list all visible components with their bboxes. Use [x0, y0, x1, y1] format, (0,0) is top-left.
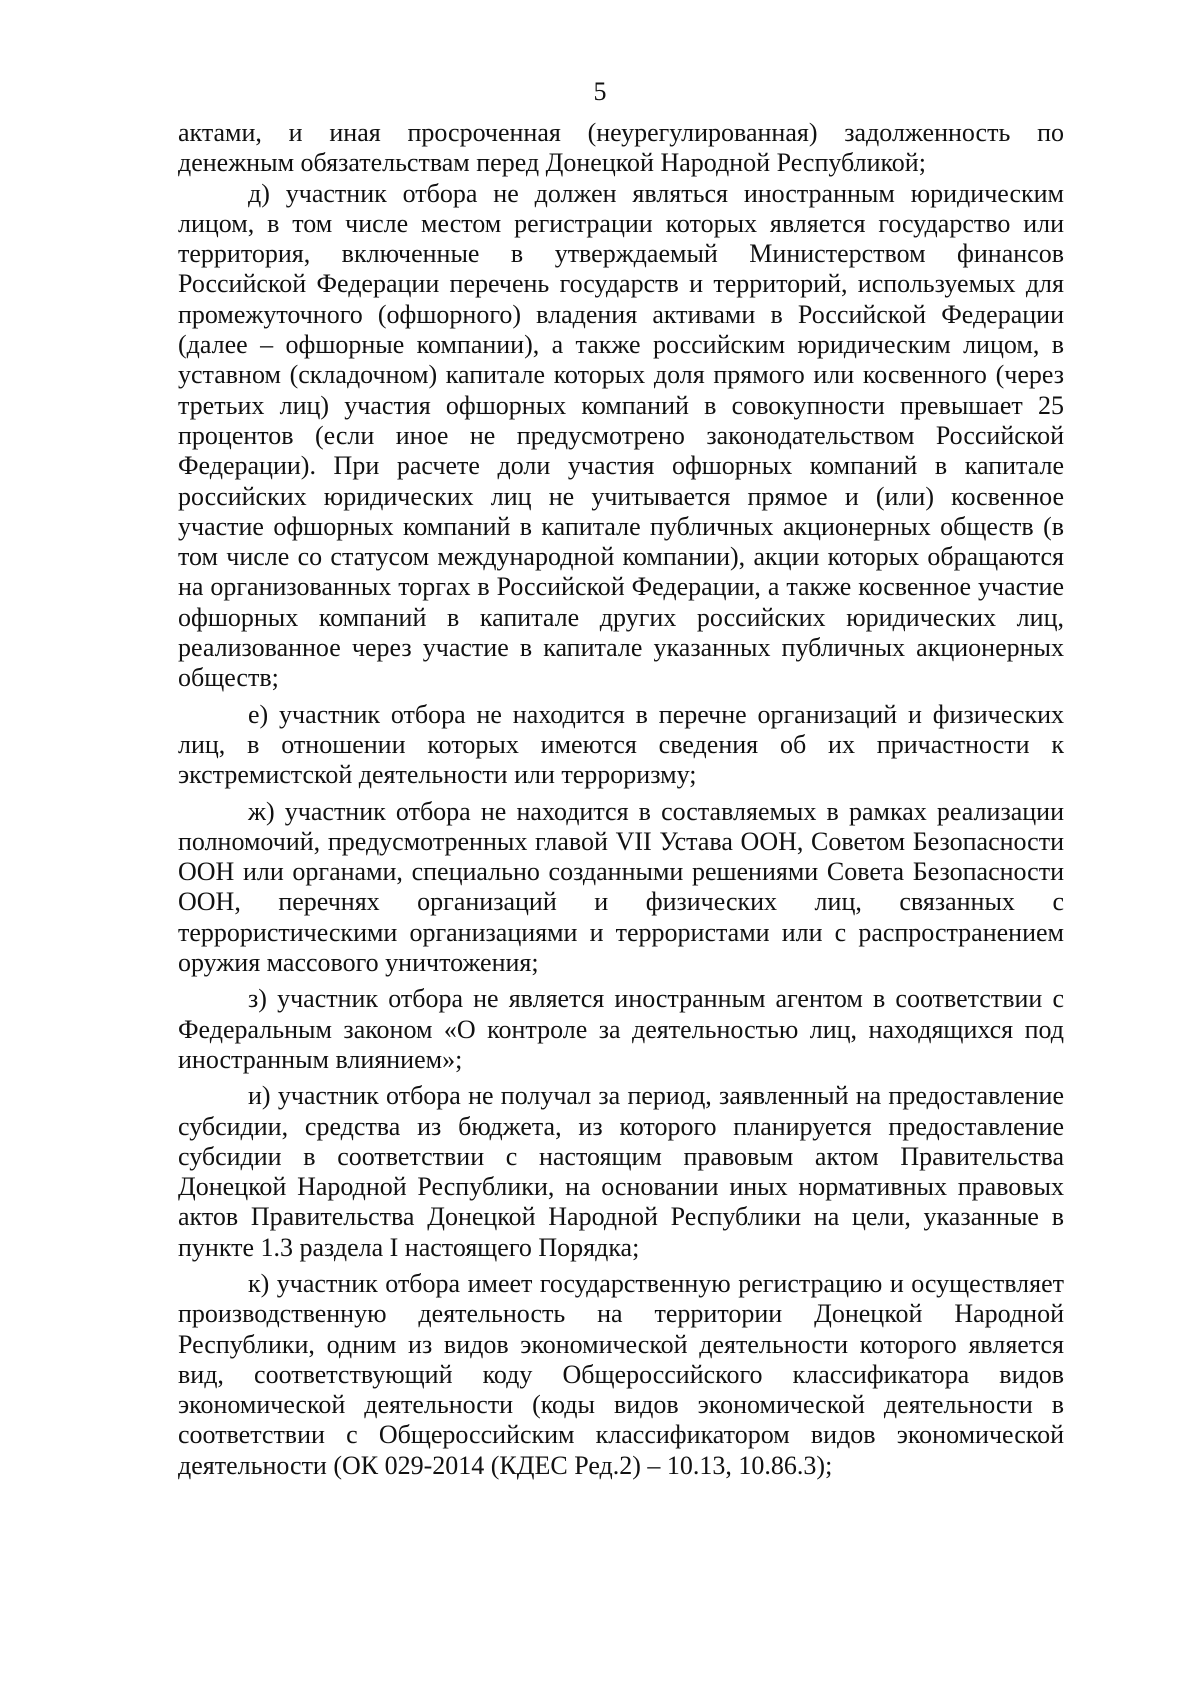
paragraph-item-zh: ж) участник отбора не находится в составляемых в рамках реализации полномочий, предусмотренных главой VII Устава ООН, Советом Безопасности ООН или органами, специально созданными решениями Совета Безопасности ООН, перечнях организаций и физических лиц, связанных с террористическими организациями и террористами или с распространением оружия массового уничтожения; — [178, 796, 1064, 978]
paragraph-item-e: е) участник отбора не находится в перечне организаций и физических лиц, в отношении которых имеются сведения об их причастности к экстремистской деятельности или терроризму; — [178, 699, 1064, 790]
page-number: 5 — [593, 77, 607, 106]
paragraph-item-d: д) участник отбора не должен являться иностранным юридическим лицом, в том числе местом регистрации которых является государство или территория, включенные в утверждаемый Министерством финансов Российской Федерации перечень государств и территорий, используемых для промежуточного (офшорного) владения активами в Российской Федерации (далее – офшорные компании), а также российским юридическим лицом, в уставном (складочном) капитале которых доля прямого или косвенного (через третьих лиц) участия офшорных компаний в совокупности превышает 25 процентов (если иное не предусмотрено законодательством Российской Федерации). При расчете доли участия офшорных компаний в капитале российских юридических лиц не учитывается прямое и (или) косвенное участие офшорных компаний в капитале публичных акционерных обществ (в том числе со статусом международной компании), акции которых обращаются на организованных торгах в Российской Федерации, а также косвенное участие офшорных компаний в капитале других российских юридических лиц, реализованное через участие в капитале указанных публичных акционерных обществ; — [178, 178, 1064, 693]
paragraph-item-k: к) участник отбора имеет государственную регистрацию и осуществляет производственную деятельность на территории Донецкой Народной Республики, одним из видов экономической деятельности которого является вид, соответствующий коду Общероссийского классификатора видов экономической деятельности (коды видов экономической деятельности в соответствии с Общероссийским классификатором видов экономической деятельности (ОК 029-2014 (КДЕС Ред.2) – 10.13, 10.86.3); — [178, 1268, 1064, 1480]
paragraph-item-z: з) участник отбора не является иностранным агентом в соответствии с Федеральным законом «О контроле за деятельностью лиц, находящихся под иностранным влиянием»; — [178, 984, 1064, 1074]
paragraph-continuation: актами, и иная просроченная (неурегулированная) задолженность по денежным обязательствам перед Донецкой Народной Республикой; — [178, 118, 1064, 178]
document-body — [178, 118, 1064, 1481]
paragraph-item-i: и) участник отбора не получал за период, заявленный на предоставление субсидии, средства из бюджета, из которого планируется предоставление субсидии в соответствии с настоящим правовым актом Правительства Донецкой Народной Республики, на основании иных нормативных правовых актов Правительства Донецкой Народной Республики на цели, указанные в пункте 1.3 раздела I настоящего Порядка; — [178, 1081, 1064, 1262]
